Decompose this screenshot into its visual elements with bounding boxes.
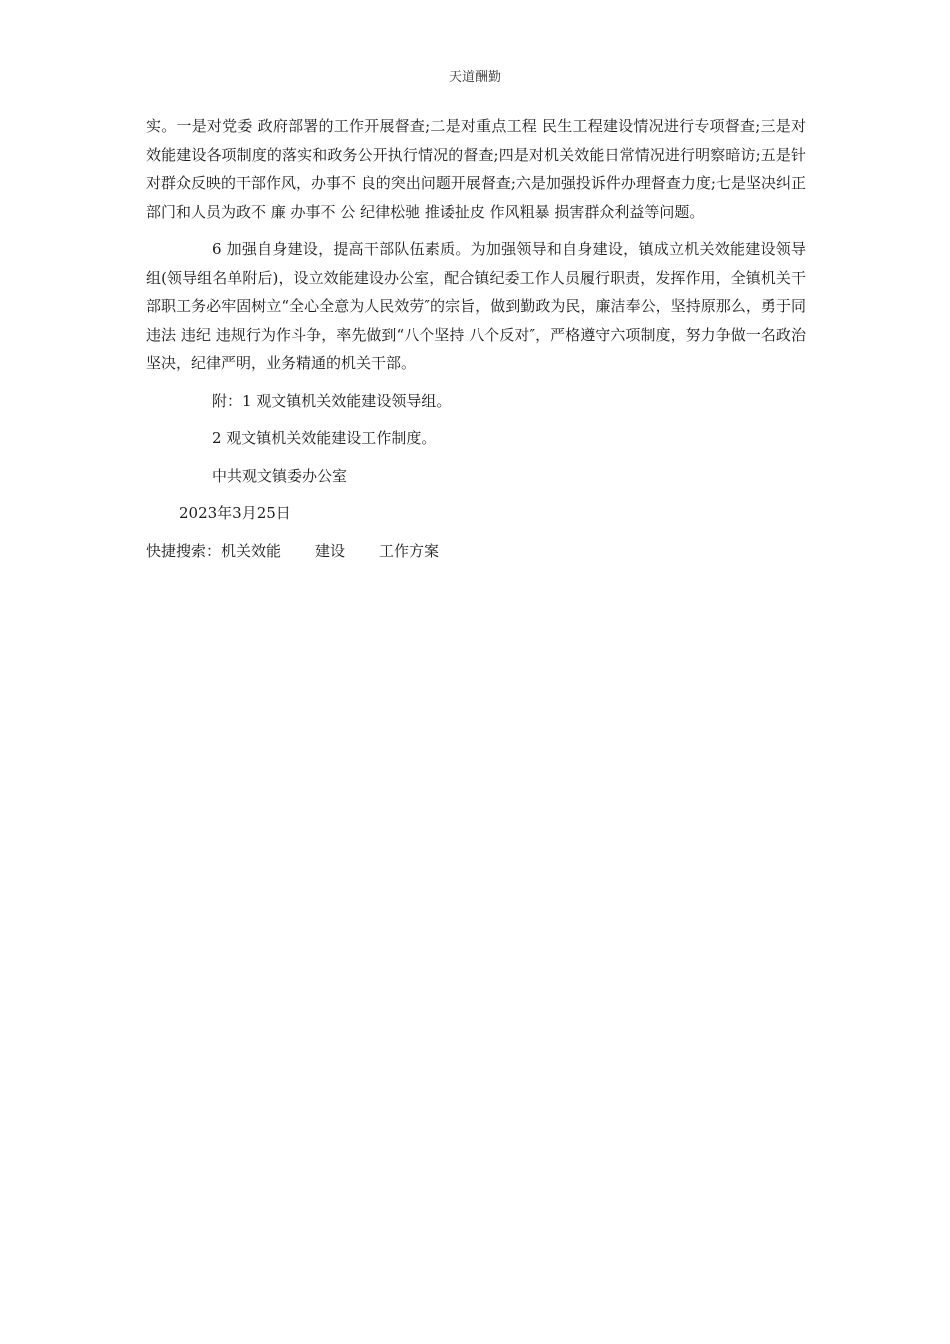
document-date: 2023年3月25日: [179, 504, 291, 522]
attachment-1: 附：1 观文镇机关效能建设领导组。: [212, 391, 452, 410]
paragraph-supervision: 实。一是对党委 政府部署的工作开展督查;二是对重点工程 民生工程建设情况进行专项督查;三是对效能建设各项制度的落实和政务公开执行情况的督查;四是对机关效能日常情况进行明察暗访;五是针对群众反映的干部作风，办事不 良的突出问题开展督查;六是加强投诉件办理督查力度;七是坚决纠正部门和人员为政不 廉 办事不 公 纪律松驰 推诿扯皮 作风粗暴 损害群众利益等问题。: [146, 117, 806, 221]
page-header: 天道酬勤: [448, 70, 501, 85]
attachment-2: 2 观文镇机关效能建设工作制度。: [212, 429, 437, 447]
paragraph-self-construction: 6 加强自身建设，提高干部队伍素质。为加强领导和自身建设，镇成立机关效能建设领导组(领导组名单附后)，设立效能建设办公室，配合镇纪委工作人员履行职责，发挥作用，全镇机关干部职工务必牢固树立“全心全意为人民效劳″的宗旨，做到勤政为民，廉洁奉公，坚持原那么，勇于同违法 违纪 违规行为作斗争，率先做到“八个坚持 八个反对″，严格遵守六项制度，努力争做一名政治坚决，纪律严明，业务精通的机关干部。: [146, 240, 806, 372]
quick-search-keyword[interactable]: 机关效能: [221, 541, 282, 560]
quick-search: [146, 537, 806, 566]
quick-search-keyword[interactable]: 建设: [315, 541, 346, 560]
document-body: [146, 112, 806, 574]
signature: 中共观文镇委办公室: [212, 466, 348, 485]
quick-search-keyword[interactable]: 工作方案: [379, 541, 440, 560]
quick-search-label: 快捷搜索：: [146, 541, 222, 560]
